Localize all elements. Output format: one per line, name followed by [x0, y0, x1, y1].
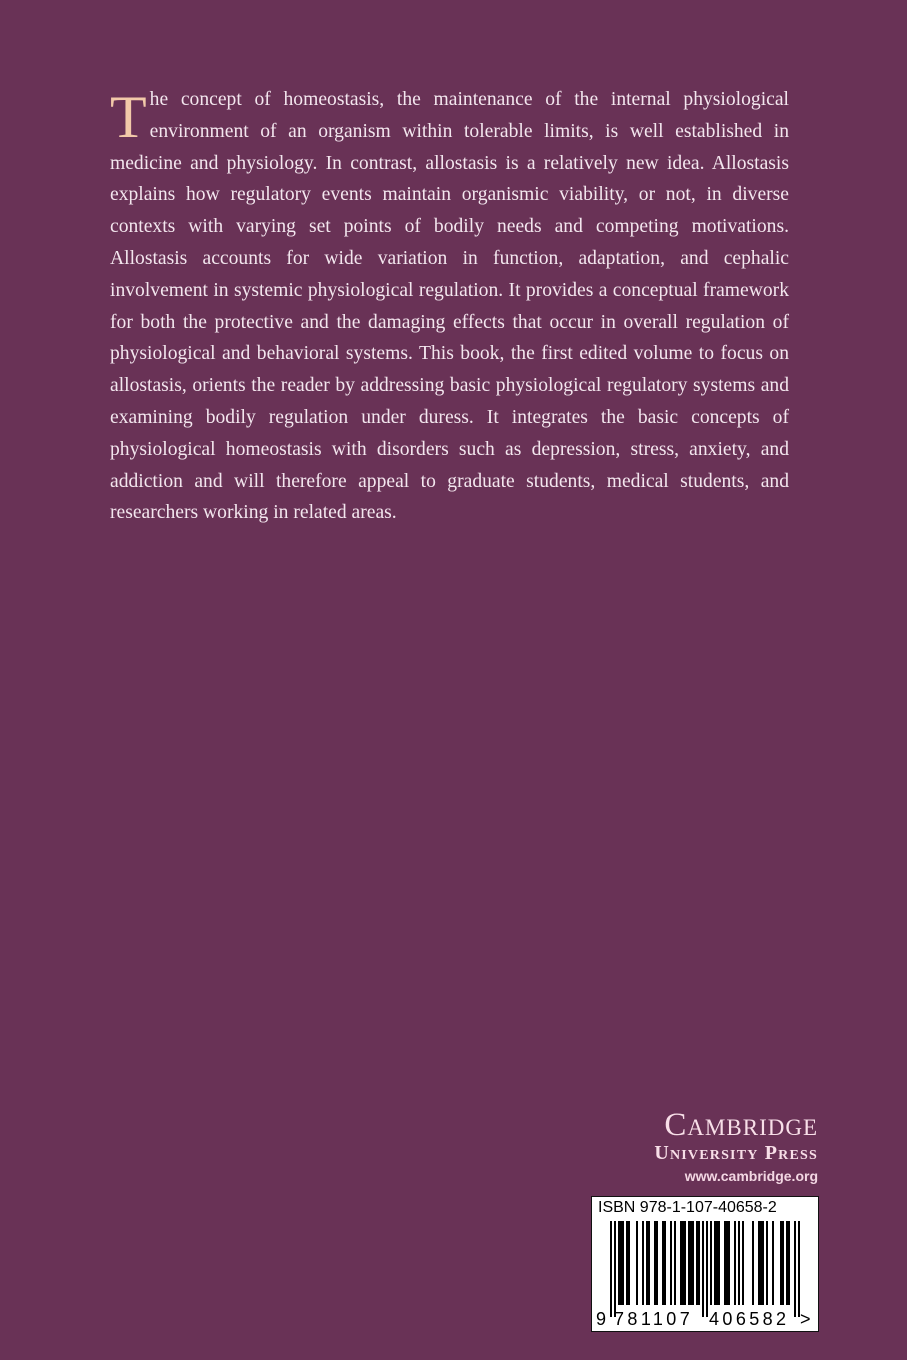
barcode-bar [706, 1221, 708, 1317]
barcode-bar [618, 1221, 620, 1305]
barcode-bar [714, 1221, 716, 1305]
barcode-bar [626, 1221, 628, 1305]
barcode-bar [670, 1221, 672, 1305]
barcode-bar [786, 1221, 788, 1305]
barcode-bar [684, 1221, 686, 1305]
barcode-bar [656, 1221, 658, 1305]
barcode-bar [688, 1221, 690, 1305]
barcode-bar [742, 1221, 744, 1305]
barcode-bar [718, 1221, 720, 1305]
barcode-bar [724, 1221, 726, 1305]
barcode-bar [702, 1221, 704, 1317]
barcode-bar [762, 1221, 764, 1305]
isbn-barcode [591, 1196, 819, 1332]
barcode-bar [734, 1221, 736, 1305]
publisher-name: Cambridge [664, 1107, 818, 1143]
barcode-bar [636, 1221, 638, 1305]
barcode-bar [738, 1221, 740, 1305]
barcode-bar [648, 1221, 650, 1305]
barcode-bar [646, 1221, 648, 1305]
drop-cap: T [110, 84, 147, 150]
barcode-bar [760, 1221, 762, 1305]
barcode-bar [798, 1221, 800, 1317]
barcode-bar [628, 1221, 630, 1305]
barcode-bar [794, 1221, 796, 1317]
barcode-bar [610, 1221, 612, 1317]
blurb-text: he concept of homeostasis, the maintenance of the internal physiological environment of an organism within tolerable limits, is well established in medicine and physiology. In contrast, allostasis is a relatively new idea. Allostasis explains how regulatory events maintain organismic viability, or not, in diverse contexts with varying set points of bodily needs and competing motivations. Allostasis accounts for wide variation in function, adaptation, and cephalic involvement in systemic physiological regulation. It provides a conceptual framework for both the protective and the damaging effects that occur in overall regulation of physiological and behavioral systems. This book, the first edited volume to focus on allostasis, orients the reader by addressing basic physiological regulatory systems and examining bodily regulation under duress. It integrates the basic concepts of physiological homeostasis with disorders such as depression, stress, anxiety, and addiction and will therefore appeal to graduate students, medical students, and researchers working in related areas. [110, 89, 789, 524]
barcode-bar [772, 1221, 774, 1305]
back-cover-blurb [110, 84, 789, 529]
barcode-bar [690, 1221, 692, 1305]
barcode-bar [664, 1221, 666, 1305]
isbn-label: ISBN 978-1-107-40658-2 [598, 1199, 777, 1216]
barcode-bar [766, 1221, 768, 1305]
barcode-bar [758, 1221, 760, 1305]
barcode-bar [620, 1221, 622, 1305]
barcode-graphic [592, 1197, 818, 1331]
publisher-url: www.cambridge.org [684, 1168, 818, 1184]
barcode-bar [752, 1221, 754, 1305]
barcode-bar [728, 1221, 730, 1305]
barcode-left-digits: 781107 [614, 1309, 694, 1329]
barcode-lead-digit: 9 [596, 1309, 607, 1329]
barcode-bar [654, 1221, 656, 1305]
barcode-bar [692, 1221, 694, 1305]
barcode-bar [782, 1221, 784, 1305]
barcode-bar [698, 1221, 700, 1305]
barcode-bar [710, 1221, 712, 1305]
barcode-bar [642, 1221, 644, 1305]
barcode-bar [622, 1221, 624, 1305]
barcode-bar [696, 1221, 698, 1305]
barcode-bar [726, 1221, 728, 1305]
publisher-press: University Press [654, 1142, 818, 1164]
barcode-bar [780, 1221, 782, 1305]
barcode-bar [614, 1221, 616, 1317]
barcode-bar [662, 1221, 664, 1305]
barcode-bar [680, 1221, 682, 1305]
barcode-bar [788, 1221, 790, 1305]
barcode-bar [682, 1221, 684, 1305]
barcode-bar [674, 1221, 676, 1305]
barcode-right-digits: 406582 [709, 1309, 790, 1329]
barcode-bar [716, 1221, 718, 1305]
barcode-quiet-mark: > [800, 1309, 811, 1329]
publisher-logo [654, 1108, 818, 1184]
